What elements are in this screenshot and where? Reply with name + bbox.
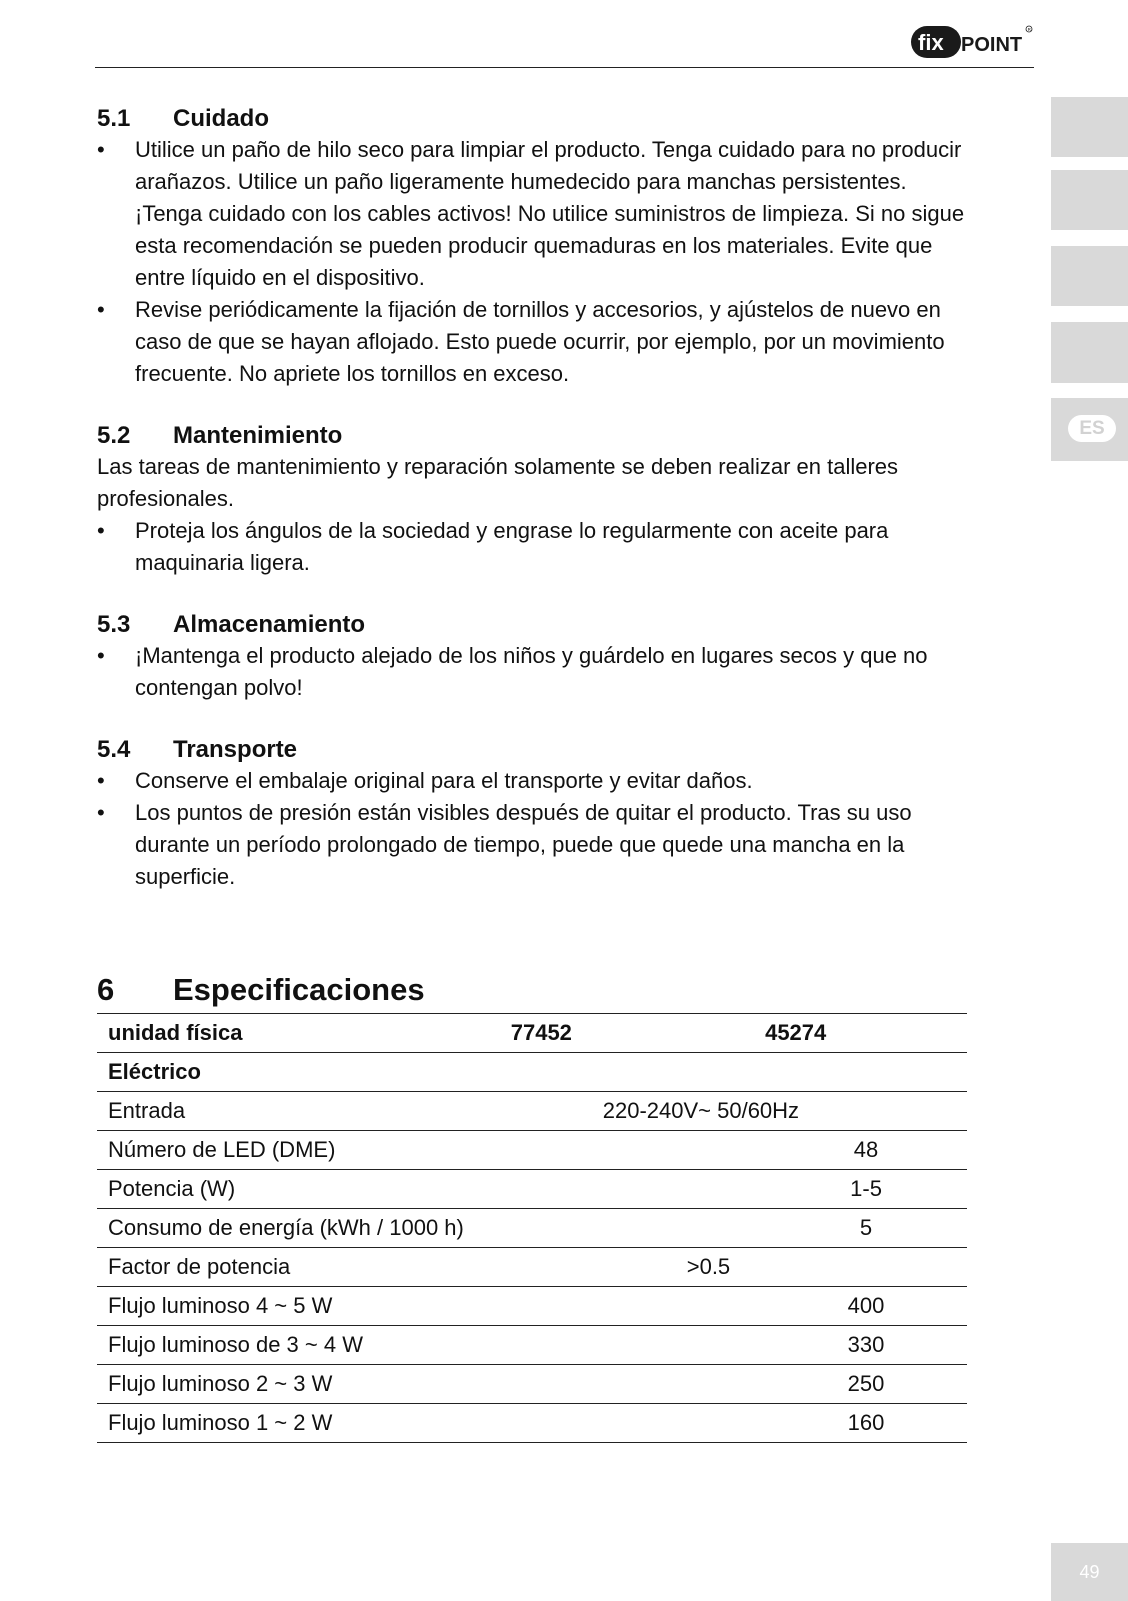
row-label: Flujo luminoso 2 ~ 3 W (97, 1365, 500, 1404)
row-label: Factor de potencia (97, 1248, 500, 1287)
bullet-list (97, 640, 967, 704)
table-row (97, 1404, 967, 1443)
bullet-list (97, 515, 967, 579)
table-row (97, 1248, 967, 1287)
language-tab-3[interactable] (1051, 246, 1128, 306)
language-tab-2[interactable] (1051, 170, 1128, 230)
header-model-77452: 77452 (500, 1014, 765, 1053)
table-row (97, 1365, 967, 1404)
header-model-45274: 45274 (765, 1014, 967, 1053)
bullet-list (97, 134, 967, 390)
section-title: Mantenimiento (173, 422, 343, 449)
row-value: 400 (765, 1287, 967, 1326)
section-number: 5.3 (97, 611, 131, 638)
section-cuidado (97, 104, 967, 390)
chapter-number: 6 (97, 972, 115, 1007)
section-heading (97, 735, 967, 765)
bullet-item: • ¡Mantenga el producto alejado de los niños y guárdelo en lugares secos y que no contengan polvo! (97, 640, 967, 704)
language-tab-es[interactable] (1051, 398, 1128, 461)
row-value: 160 (765, 1404, 967, 1443)
bullet-item: • Revise periódicamente la fijación de tornillos y accesorios, y ajústelos de nuevo en caso de que se hayan aflojado. Esto puede ocurrir, por ejemplo, por un movimiento frecuente. No apriete los tornillos en exceso. (97, 294, 967, 390)
header-rule (95, 67, 1034, 68)
bullet-list (97, 765, 967, 893)
table-row (97, 1209, 967, 1248)
row-value: 250 (765, 1365, 967, 1404)
fixpoint-logo (909, 22, 1034, 62)
section-intro: Las tareas de mantenimiento y reparación solamente se deben realizar en talleres profesionales. (97, 454, 899, 511)
table-row (97, 1287, 967, 1326)
section-title: Almacenamiento (173, 611, 366, 638)
category-label: Eléctrico (97, 1053, 967, 1092)
bullet-item: • Los puntos de presión están visibles después de quitar el producto. Tras su uso durante un período prolongado de tiempo, puede que quede una mancha en la superficie. (97, 797, 967, 893)
header-unit: unidad física (97, 1014, 500, 1053)
language-tab-1[interactable] (1051, 97, 1128, 157)
table-category-row (97, 1053, 967, 1092)
row-label: Flujo luminoso 1 ~ 2 W (97, 1404, 500, 1443)
chapter-title: Especificaciones (173, 972, 425, 1007)
row-value: >0.5 (500, 1248, 967, 1287)
svg-text:R: R (1027, 26, 1031, 32)
section-transporte (97, 735, 967, 893)
row-label: Entrada (97, 1092, 500, 1131)
table-row (97, 1092, 967, 1131)
table-row (97, 1170, 967, 1209)
table-row (97, 1131, 967, 1170)
chapter-heading (97, 970, 425, 1010)
row-label: Número de LED (DME) (97, 1131, 500, 1170)
specifications-table (97, 1013, 967, 1443)
language-label-es: ES (1068, 415, 1116, 442)
bullet-item: • Proteja los ángulos de la sociedad y engrase lo regularmente con aceite para maquinaria ligera. (97, 515, 967, 579)
section-mantenimiento (97, 421, 967, 579)
main-content (97, 104, 967, 924)
row-label: Consumo de energía (kWh / 1000 h) (97, 1209, 500, 1248)
section-heading (97, 421, 967, 451)
row-label: Potencia (W) (97, 1170, 500, 1209)
row-label: Flujo luminoso 4 ~ 5 W (97, 1287, 500, 1326)
section-number: 5.2 (97, 422, 131, 449)
bullet-item: • Conserve el embalaje original para el transporte y evitar daños. (97, 765, 967, 797)
bullet-item: • Utilice un paño de hilo seco para limpiar el producto. Tenga cuidado para no producir arañazos. Utilice un paño ligeramente humedecido para manchas persistentes. ¡Tenga cuidado con los cables activos! No utilice suministros de limpieza. Si no sigue esta recomendación se pueden producir quemaduras en los materiales. Evite que entre líquido en el dispositivo. (97, 134, 967, 294)
svg-text:POINT: POINT (961, 34, 1023, 56)
table-row (97, 1326, 967, 1365)
svg-text:fix: fix (918, 30, 944, 55)
table-header-row (97, 1014, 967, 1053)
row-value: 48 (765, 1131, 967, 1170)
row-label: Flujo luminoso de 3 ~ 4 W (97, 1326, 500, 1365)
section-number: 5.1 (97, 105, 131, 132)
section-number: 5.4 (97, 736, 131, 763)
row-value: 1-5 (765, 1170, 967, 1209)
row-value: 5 (765, 1209, 967, 1248)
row-value: 330 (765, 1326, 967, 1365)
section-heading (97, 610, 967, 640)
language-tab-4[interactable] (1051, 322, 1128, 383)
section-almacenamiento (97, 610, 967, 704)
page-number: 49 (1051, 1543, 1128, 1601)
section-title: Transporte (173, 736, 298, 763)
section-title: Cuidado (173, 105, 269, 132)
row-value: 220-240V~ 50/60Hz (500, 1092, 967, 1131)
section-heading (97, 104, 967, 134)
